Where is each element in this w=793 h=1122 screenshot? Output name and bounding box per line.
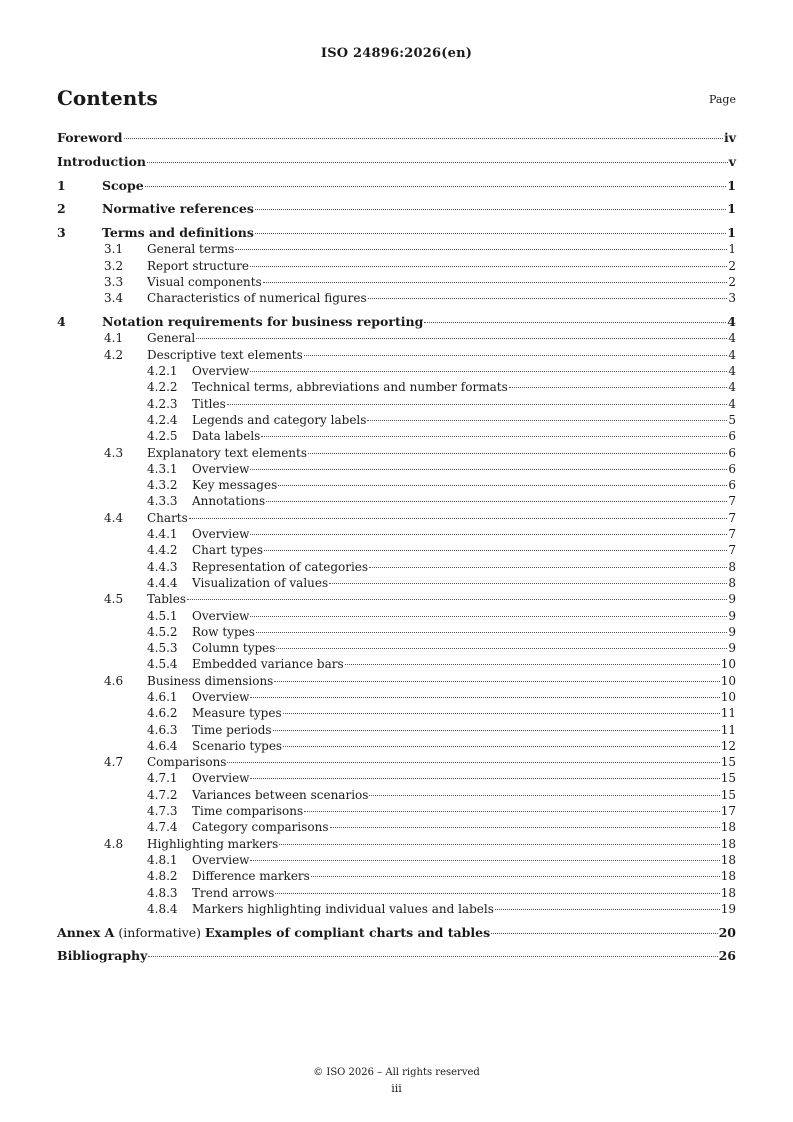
toc-entry-title: Comparisons: [147, 755, 227, 770]
toc-entry-title: Difference markers: [192, 869, 310, 884]
toc-entry[interactable]: [57, 330, 736, 346]
toc-entry-page: 18: [720, 869, 736, 884]
toc-entry-page: 12: [720, 738, 736, 753]
dot-leader: [250, 371, 727, 372]
toc-entry-title: Scenario types: [192, 738, 283, 753]
dot-leader: [495, 909, 720, 910]
toc-entry-number: 4.3.1: [147, 461, 178, 476]
toc-entry[interactable]: [57, 477, 736, 493]
toc-entry[interactable]: [57, 705, 736, 721]
toc-entry-page: 3: [728, 291, 736, 306]
dot-leader: [308, 453, 727, 454]
dot-leader: [261, 436, 727, 437]
toc-entry[interactable]: [57, 130, 736, 146]
toc-entry-title: Business dimensions: [147, 673, 274, 688]
annex-label: Annex A: [57, 924, 115, 940]
toc-entry-title: Key messages: [192, 478, 278, 493]
toc-entry-page: 2: [728, 258, 736, 273]
toc-entry-number: 4.4.4: [147, 575, 178, 590]
toc-entry-page: 4: [727, 314, 736, 330]
dot-leader: [311, 876, 720, 877]
toc-entry-title: Overview: [192, 461, 250, 476]
toc-entry-title: Embedded variance bars: [192, 657, 344, 672]
toc-entry-number: 4.7.2: [147, 787, 178, 802]
toc-entry-page: 7: [728, 494, 736, 509]
contents-heading: Contents: [57, 86, 158, 110]
toc-entry[interactable]: [57, 624, 736, 640]
annex-type: (informative): [114, 924, 206, 940]
toc-entry-title: Annotations: [192, 494, 266, 509]
toc-entry-page: 1: [727, 177, 736, 193]
toc-entry-number: 4.3.2: [147, 478, 178, 493]
toc-entry-number: 4.2: [104, 347, 124, 362]
toc-entry[interactable]: [57, 738, 736, 754]
toc-entry-title: Report structure: [147, 258, 249, 273]
toc-entry-title: Overview: [192, 771, 250, 786]
dot-leader: [330, 827, 720, 828]
toc-entry-title: Variances between scenarios: [192, 787, 369, 802]
toc-entry-title: Scope: [102, 177, 144, 193]
toc-entry-number: 3.1: [104, 242, 124, 257]
dot-leader: [304, 355, 728, 356]
toc-entry-page: 19: [720, 901, 736, 916]
toc-entry[interactable]: [57, 290, 736, 306]
toc-entry[interactable]: [57, 510, 736, 526]
toc-entry-page: 4: [728, 364, 736, 379]
toc-entry-title: Chart types: [192, 543, 263, 558]
dot-leader: [369, 795, 719, 796]
toc-entry-page: 9: [728, 624, 736, 639]
toc-entry-number: 4.3.3: [147, 494, 178, 509]
toc-entry-title: Technical terms, abbreviations and number formats: [192, 380, 508, 395]
dot-leader: [145, 186, 727, 187]
toc-entry[interactable]: [57, 819, 736, 835]
dot-leader: [424, 322, 726, 323]
toc-entry[interactable]: [57, 154, 736, 170]
dot-leader: [491, 933, 717, 934]
toc-entry[interactable]: [57, 591, 736, 607]
toc-entry[interactable]: [57, 901, 736, 917]
toc-entry-title: Markers highlighting individual values and labels: [192, 901, 494, 916]
toc-entry[interactable]: [57, 178, 736, 194]
toc-entry[interactable]: [57, 608, 736, 624]
dot-leader: [250, 469, 727, 470]
toc-entry[interactable]: [57, 689, 736, 705]
dot-leader: [227, 762, 719, 763]
dot-leader: [283, 746, 720, 747]
dot-leader: [147, 162, 728, 163]
toc-entry-page: 18: [720, 820, 736, 835]
toc-entry-title: Explanatory text elements: [147, 445, 308, 460]
dot-leader: [278, 485, 727, 486]
toc-entry[interactable]: [57, 396, 736, 412]
toc-entry[interactable]: [57, 656, 736, 672]
toc-entry-title: Visual components: [147, 275, 262, 290]
dot-leader: [250, 266, 727, 267]
toc-entry-title: Legends and category labels: [192, 412, 367, 427]
dot-leader: [509, 387, 728, 388]
toc-entry-page: 7: [728, 543, 736, 558]
dot-leader: [273, 730, 720, 731]
toc-entry-number: 4.8.2: [147, 869, 178, 884]
toc-entry[interactable]: [57, 948, 736, 964]
dot-leader: [148, 956, 717, 957]
toc-entry-title: Data labels: [192, 429, 261, 444]
dot-leader: [227, 404, 728, 405]
toc-entry-title: [57, 925, 490, 941]
toc-entry-page: 8: [728, 575, 736, 590]
toc-entry-number: 4.7.4: [147, 820, 178, 835]
toc-entry-number: 4: [57, 314, 66, 330]
toc-entry[interactable]: [57, 803, 736, 819]
toc-entry-number: 4.6.1: [147, 690, 178, 704]
toc-entry-page: 1: [727, 225, 736, 241]
toc-entry-page: 4: [728, 347, 736, 362]
toc-entry-title: Highlighting markers: [147, 836, 279, 851]
toc-entry[interactable]: [57, 559, 736, 575]
toc-entry-number: 4.2.4: [147, 412, 178, 427]
toc-entry-page: 4: [728, 396, 736, 411]
toc-entry[interactable]: [57, 885, 736, 901]
page-column-label: Page: [708, 93, 736, 106]
toc-entry-number: 4.4.1: [147, 527, 178, 542]
toc-entry-page: 9: [728, 608, 736, 623]
toc-entry-number: 4.6.4: [147, 738, 178, 753]
dot-leader: [189, 518, 728, 519]
toc-entry-page: 9: [728, 592, 736, 607]
toc-entry-number: 4.5: [104, 592, 124, 607]
toc-entry-number: 4.5.4: [147, 657, 178, 672]
toc-entry-page: 6: [728, 478, 736, 493]
toc-entry-number: 4.2.1: [147, 364, 178, 379]
toc-entry-number: 4.4.3: [147, 559, 178, 574]
toc-entry[interactable]: [57, 770, 736, 786]
dot-leader: [329, 583, 727, 584]
toc-entry-page: 4: [728, 380, 736, 395]
toc-entry[interactable]: [57, 722, 736, 738]
toc-entry-title: Overview: [192, 608, 250, 623]
copyright-notice: © ISO 2026 – All rights reserved: [313, 1067, 480, 1078]
toc-entry-title: Visualization of values: [192, 575, 329, 590]
toc-entry[interactable]: [57, 673, 736, 689]
dot-leader: [250, 697, 719, 698]
toc-entry-number: 4.7: [104, 755, 124, 770]
toc-entry-number: 4.5.3: [147, 641, 178, 656]
dot-leader: [264, 550, 727, 551]
table-of-contents: [57, 130, 736, 965]
toc-entry-number: 4.6: [104, 673, 124, 688]
toc-entry-number: 4.8: [104, 836, 124, 851]
dot-leader: [304, 811, 720, 812]
toc-entry-title: Tables: [147, 592, 187, 607]
toc-entry-title: Foreword: [57, 130, 123, 145]
toc-entry-title: Characteristics of numerical figures: [147, 291, 367, 306]
toc-entry[interactable]: [57, 274, 736, 290]
toc-entry-page: 1: [727, 201, 736, 217]
toc-entry-page: 20: [718, 924, 736, 940]
toc-entry-title: Overview: [192, 852, 250, 867]
toc-entry[interactable]: [57, 461, 736, 477]
toc-entry[interactable]: [57, 868, 736, 884]
toc-entry-page: 18: [720, 836, 736, 851]
dot-leader: [266, 501, 727, 502]
toc-entry-number: 1: [57, 177, 66, 193]
dot-leader: [369, 567, 727, 568]
toc-entry-page: 2: [728, 275, 736, 290]
toc-entry[interactable]: [57, 258, 736, 274]
toc-entry-number: 4.1: [104, 331, 124, 346]
toc-entry[interactable]: [57, 640, 736, 656]
toc-entry-title: Representation of categories: [192, 559, 369, 574]
toc-entry-page: 6: [728, 461, 736, 476]
dot-leader: [250, 860, 719, 861]
toc-entry-page: 26: [718, 948, 736, 964]
toc-entry-page: 18: [720, 885, 736, 900]
toc-entry-number: 3.2: [104, 258, 124, 273]
toc-entry-page: 6: [728, 429, 736, 444]
toc-entry[interactable]: [57, 428, 736, 444]
toc-entry-page: 8: [728, 559, 736, 574]
toc-entry-number: 4.8.1: [147, 852, 178, 867]
toc-entry[interactable]: [57, 225, 736, 241]
toc-entry[interactable]: [57, 852, 736, 868]
dot-leader: [275, 893, 719, 894]
toc-entry-title: Category comparisons: [192, 820, 329, 835]
toc-entry-number: 4.8.3: [147, 885, 178, 900]
dot-leader: [235, 249, 727, 250]
toc-entry-number: 4.2.3: [147, 396, 178, 411]
toc-entry-page: 11: [720, 722, 736, 737]
dot-leader: [274, 681, 719, 682]
toc-entry-number: 4.7.3: [147, 804, 178, 819]
toc-entry-title: Descriptive text elements: [147, 347, 303, 362]
dot-leader: [124, 138, 723, 139]
toc-entry-number: 4.6.3: [147, 722, 178, 737]
toc-entry[interactable]: [57, 445, 736, 461]
toc-entry[interactable]: [57, 526, 736, 542]
toc-entry-page: 17: [720, 804, 736, 819]
toc-entry[interactable]: [57, 575, 736, 591]
toc-entry-title: Time periods: [192, 722, 272, 737]
toc-entry-number: 3: [57, 225, 66, 241]
toc-entry[interactable]: [57, 787, 736, 803]
dot-leader: [187, 599, 727, 600]
toc-entry-number: 4.5.2: [147, 624, 178, 639]
toc-entry-title: Overview: [192, 527, 250, 542]
document-header: ISO 24896:2026(en): [320, 46, 473, 61]
toc-entry-title: Charts: [147, 510, 188, 525]
toc-entry[interactable]: [57, 542, 736, 558]
toc-entry-page: 6: [728, 445, 736, 460]
toc-entry-title: Introduction: [57, 153, 147, 169]
toc-entry-title: Titles: [192, 396, 226, 411]
toc-entry-page: iv: [723, 130, 736, 145]
toc-entry-page: 10: [720, 657, 736, 672]
toc-entry-number: 4.4: [104, 510, 124, 525]
page-footer: [0, 1067, 793, 1095]
toc-entry[interactable]: [57, 754, 736, 770]
toc-entry-title: Notation requirements for business reporting: [102, 314, 424, 330]
dot-leader: [255, 233, 726, 234]
toc-entry-page: 4: [728, 331, 736, 346]
toc-entry-title: General: [147, 331, 196, 346]
toc-entry[interactable]: [57, 314, 736, 330]
dot-leader: [263, 282, 728, 283]
toc-entry-page: 7: [728, 510, 736, 525]
toc-entry-page: 11: [720, 706, 736, 721]
dot-leader: [250, 534, 727, 535]
toc-entry[interactable]: [57, 347, 736, 363]
toc-entry-title: Bibliography: [57, 948, 148, 964]
toc-entry-title: Time comparisons: [192, 804, 304, 819]
toc-entry-title: Normative references: [102, 201, 254, 217]
dot-leader: [256, 632, 727, 633]
dot-leader: [276, 648, 727, 649]
annex-title: Examples of compliant charts and tables: [205, 924, 491, 940]
toc-entry-number: 4.4.2: [147, 543, 178, 558]
dot-leader: [250, 616, 727, 617]
toc-entry[interactable]: [57, 836, 736, 852]
toc-entry[interactable]: [57, 241, 736, 257]
dot-leader: [255, 209, 726, 210]
toc-entry-title: Terms and definitions: [102, 225, 254, 241]
toc-entry-page: 10: [720, 690, 736, 704]
toc-entry-page: 7: [728, 527, 736, 542]
toc-entry-page: 18: [720, 852, 736, 867]
toc-entry-title: Trend arrows: [192, 885, 275, 900]
dot-leader: [345, 664, 720, 665]
toc-entry[interactable]: [57, 363, 736, 379]
toc-entry-number: 4.5.1: [147, 608, 178, 623]
toc-entry-number: 4.2.2: [147, 380, 178, 395]
toc-entry-page: 5: [728, 412, 736, 427]
toc-entry-number: 3.4: [104, 291, 124, 306]
toc-entry-page: 15: [720, 771, 736, 786]
toc-entry-number: 4.6.2: [147, 706, 178, 721]
toc-entry-number: 4.3: [104, 445, 124, 460]
toc-entry[interactable]: [57, 925, 736, 941]
dot-leader: [250, 778, 719, 779]
toc-entry-number: 4.2.5: [147, 429, 178, 444]
dot-leader: [367, 420, 727, 421]
toc-entry-title: General terms: [147, 242, 235, 257]
page-number: iii: [391, 1082, 402, 1095]
toc-entry-title: Overview: [192, 690, 250, 704]
toc-entry-title: Column types: [192, 641, 276, 656]
toc-entry-page: 9: [728, 641, 736, 656]
toc-entry-page: v: [728, 153, 736, 169]
dot-leader: [196, 338, 727, 339]
dot-leader: [368, 298, 728, 299]
toc-entry[interactable]: [57, 412, 736, 428]
toc-entry[interactable]: [57, 493, 736, 509]
dot-leader: [279, 844, 719, 845]
toc-entry-page: 15: [720, 755, 736, 770]
toc-entry-number: 2: [57, 201, 66, 217]
toc-entry-title: Overview: [192, 364, 250, 379]
toc-entry-number: 4.7.1: [147, 771, 178, 786]
toc-entry[interactable]: [57, 379, 736, 395]
toc-entry-number: 3.3: [104, 275, 124, 290]
toc-entry-number: 4.8.4: [147, 901, 178, 916]
toc-entry-title: Row types: [192, 624, 255, 639]
dot-leader: [283, 713, 720, 714]
toc-entry-title: Measure types: [192, 706, 282, 721]
toc-entry[interactable]: [57, 201, 736, 217]
toc-entry-page: 10: [720, 673, 736, 688]
toc-entry-page: 1: [728, 242, 736, 257]
toc-entry-page: 15: [720, 787, 736, 802]
